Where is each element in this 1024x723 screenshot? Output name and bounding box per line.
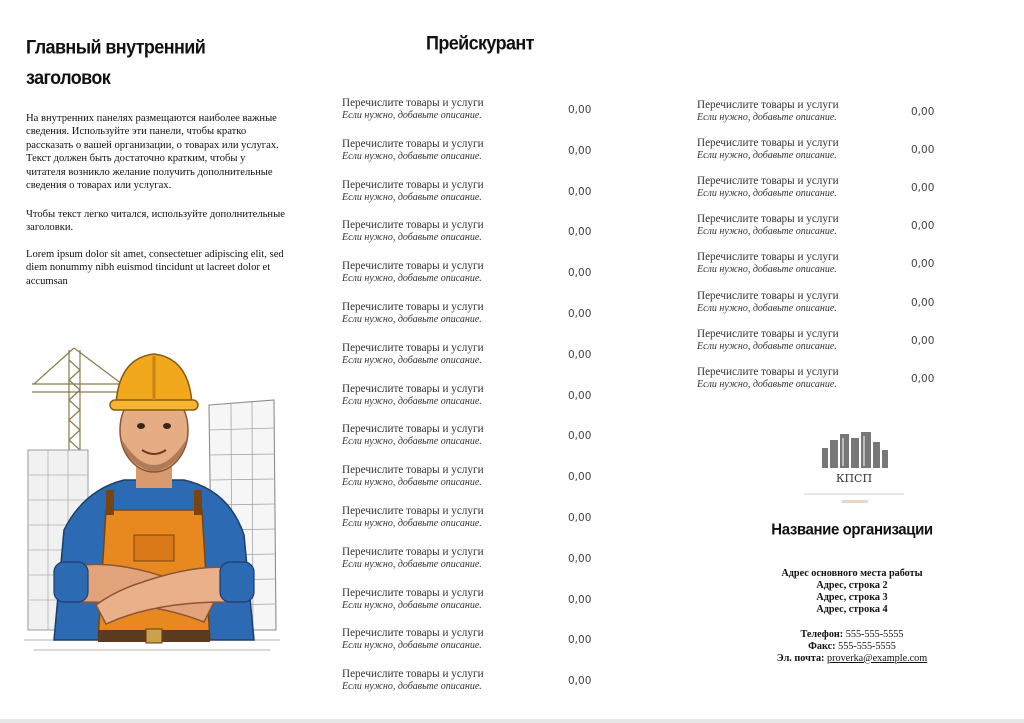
page-bottom-edge [0, 719, 1024, 723]
price-item [342, 383, 642, 415]
fax-value: 555-555-5555 [838, 640, 896, 652]
item-name: Перечислите товары и услуги [697, 251, 839, 264]
item-price: 0,00 [911, 296, 935, 309]
item-name: Перечислите товары и услуги [697, 327, 839, 340]
price-item [342, 179, 642, 211]
item-name: Перечислите товары и услуги [697, 99, 839, 111]
price-item [342, 219, 642, 251]
item-description: Если нужно, добавьте описание. [342, 681, 482, 693]
item-description: Если нужно, добавьте описание. [697, 150, 837, 162]
price-item [342, 668, 642, 700]
item-price: 0,00 [911, 144, 935, 157]
price-item [697, 328, 997, 360]
intro-paragraph: На внутренних панелях размещаются наиболее важные сведения. Используйте эти панели, чтобы кратко рассказать о вашей организации, о товарах или услугах. Текст должен быть достаточно кратким, чтобы у читателя возникло желание получить дополнительные сведения о товарах или услугах. [26, 113, 279, 192]
item-name: Перечислите товары и услуги [697, 289, 839, 302]
fax-label: Факс: [808, 640, 836, 652]
item-name: Перечислите товары и услуги [342, 382, 484, 395]
item-description: Если нужно, добавьте описание. [697, 264, 837, 276]
item-description: Если нужно, добавьте описание. [342, 150, 482, 162]
item-description: Если нужно, добавьте описание. [697, 226, 837, 238]
logo-text: КПСП [835, 472, 873, 485]
price-item [342, 138, 642, 170]
item-price: 0,00 [568, 430, 592, 443]
item-name: Перечислите товары и услуги [697, 365, 839, 378]
tip-paragraph: Чтобы текст легко читался, используйте дополнительные заголовки. [26, 209, 285, 234]
item-price: 0,00 [911, 220, 935, 233]
item-price: 0,00 [568, 675, 592, 688]
email-line [736, 653, 968, 665]
item-price: 0,00 [568, 185, 592, 198]
item-price: 0,00 [911, 372, 935, 385]
email-label: Эл. почта: [776, 652, 825, 664]
item-price: 0,00 [911, 334, 935, 347]
item-description: Если нужно, добавьте описание. [342, 599, 482, 611]
price-item [342, 505, 642, 537]
item-name: Перечислите товары и услуги [342, 97, 484, 109]
address-line-2 [736, 580, 968, 592]
price-item [342, 342, 642, 374]
item-name: Перечислите товары и услуги [342, 178, 484, 191]
item-price: 0,00 [568, 144, 592, 157]
item-description: Если нужно, добавьте описание. [342, 640, 482, 652]
item-description: Если нужно, добавьте описание. [342, 477, 482, 489]
item-name: Перечислите товары и услуги [697, 137, 839, 150]
address-main: Адрес основного места работы [781, 568, 923, 579]
item-price: 0,00 [568, 308, 592, 320]
phone-label: Телефон: [800, 629, 844, 640]
address-line-3 [736, 592, 968, 604]
address-2: Адрес, строка 2 [816, 580, 888, 591]
main-heading: Главный внутренний заголовок [26, 36, 206, 89]
address-4: Адрес, строка 4 [816, 604, 888, 615]
price-item [342, 260, 642, 292]
price-item [342, 627, 642, 659]
item-name: Перечислите товары и услуги [342, 423, 484, 436]
lorem-paragraph: Lorem ipsum dolor sit amet, consectetuer adipiscing elit, sed diem nonummy nibh euismod tincidunt ut lacreet dolor et accumsan [26, 249, 284, 287]
item-price: 0,00 [911, 182, 935, 195]
item-name: Перечислите товары и услуги [342, 586, 484, 599]
item-description: Если нужно, добавьте описание. [697, 188, 837, 200]
item-name: Перечислите товары и услуги [342, 545, 484, 558]
address-line-1 [736, 568, 968, 580]
item-name: Перечислите товары и услуги [342, 341, 484, 354]
item-price: 0,00 [568, 104, 592, 116]
price-item [697, 213, 997, 245]
phone-value: 555-555-5555 [845, 629, 904, 640]
item-price: 0,00 [568, 348, 592, 361]
item-description: Если нужно, добавьте описание. [342, 518, 482, 529]
item-name: Перечислите товары и услуги [342, 219, 484, 232]
item-price: 0,00 [568, 389, 592, 402]
item-name: Перечислите товары и услуги [342, 668, 484, 681]
item-price: 0,00 [911, 258, 935, 271]
price-item [697, 137, 997, 169]
price-item [697, 99, 997, 131]
item-price: 0,00 [568, 552, 592, 565]
item-description: Если нужно, добавьте описание. [697, 378, 837, 390]
item-price: 0,00 [911, 106, 935, 118]
item-price: 0,00 [568, 267, 592, 280]
price-item [697, 175, 997, 207]
price-item [697, 366, 997, 398]
price-item [697, 290, 997, 322]
price-list-title: Прейскурант [426, 32, 534, 54]
price-item [342, 97, 642, 129]
item-name: Перечислите товары и услуги [342, 627, 484, 640]
item-description: Если нужно, добавьте описание. [342, 314, 482, 325]
company-logo [804, 430, 904, 510]
item-name: Перечислите товары и услуги [342, 260, 484, 273]
price-item [342, 587, 642, 619]
item-description: Если нужно, добавьте описание. [697, 112, 837, 123]
item-price: 0,00 [568, 593, 592, 606]
item-name: Перечислите товары и услуги [697, 175, 839, 188]
price-item [342, 546, 642, 578]
construction-worker-icon [24, 340, 280, 670]
address-line-4 [736, 604, 968, 616]
address-3: Адрес, строка 3 [816, 592, 888, 603]
contact-block [736, 629, 968, 664]
email-link[interactable]: proverka@example.com [827, 652, 928, 664]
item-description: Если нужно, добавьте описание. [342, 558, 482, 570]
item-description: Если нужно, добавьте описание. [342, 110, 482, 121]
phone-line [736, 629, 968, 641]
item-name: Перечислите товары и услуги [342, 505, 484, 517]
item-name: Перечислите товары и услуги [342, 301, 484, 313]
item-name: Перечислите товары и услуги [697, 213, 839, 226]
item-price: 0,00 [568, 634, 592, 647]
fax-line [736, 641, 968, 653]
item-price: 0,00 [568, 471, 592, 484]
item-price: 0,00 [568, 226, 592, 239]
price-item [697, 251, 997, 283]
item-description: Если нужно, добавьте описание. [342, 436, 482, 448]
price-item [342, 423, 642, 455]
item-description: Если нужно, добавьте описание. [342, 232, 482, 244]
organization-name: Название организации [771, 520, 933, 539]
item-description: Если нужно, добавьте описание. [342, 395, 482, 407]
item-description: Если нужно, добавьте описание. [342, 191, 482, 203]
item-description: Если нужно, добавьте описание. [697, 340, 837, 352]
price-item [342, 464, 642, 496]
item-description: Если нужно, добавьте описание. [697, 302, 837, 314]
item-name: Перечислите товары и услуги [342, 464, 484, 477]
item-name: Перечислите товары и услуги [342, 137, 484, 150]
price-item [342, 301, 642, 333]
item-description: Если нужно, добавьте описание. [342, 273, 482, 285]
item-price: 0,00 [568, 512, 592, 524]
item-description: Если нужно, добавьте описание. [342, 354, 482, 366]
